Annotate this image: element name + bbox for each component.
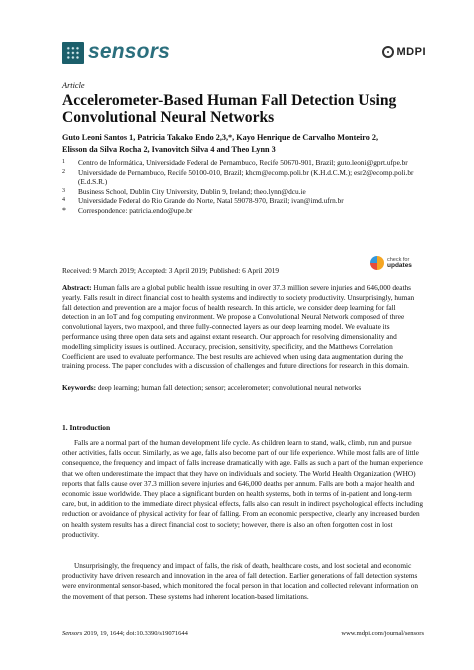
keywords-text: deep learning; human fall detection; sensor; accelerometer; convolutional neural networks (97, 383, 362, 392)
affiliation-1: 1 Centro de Informática, Universidade Federal de Pernambuco, Recife 50670-901, Brazil; guto.leoni@gprt.ufpe.br (62, 158, 408, 167)
correspondence: * Correspondence: patricia.endo@upe.br (62, 205, 193, 215)
paragraph-1: Falls are a normal part of the human development life cycle. As children learn to stand, walk, climb, run and pursue other activities, falls occur. Similarly, as we age, falls also become part of our life experience. While most falls are of little consequence, the frequency and impact of falls increase dramatically with age. Falls as such a part of the human experience that we often underestimate the impact that they have on individuals and society. The World Health Organization (WHO) reports that falls cause over 37.3 million severe injuries and 646,000 deaths per annum. Falls are both a major health and economic issue worldwide. They place a significant burden on health systems, both in terms of in-patient and long-term care, but, in addition to the immediate direct physical effects, falls also can result in indirect psychological effects including reduction or avoidance of physical activity for fear of falling. From an economic perspective, clearly any increased burden on health system results has a direct financial cost to society; however, there is also an often forgotten cost in lost productivity. (62, 438, 424, 539)
author-line-2: Elisson da Silva Rocha 2, Ivanovitch Silva 4 and Theo Lynn 3 (62, 144, 276, 154)
paper-title: Accelerometer-Based Human Fall Detection Using Convolutional Neural Networks (62, 92, 397, 126)
affiliation-4: 4 Universidade Federal do Rio Grande do Norte, Natal 59078-970, Brazil; ivan@imd.ufrn.br (62, 196, 344, 206)
publication-dates: Received: 9 March 2019; Accepted: 3 April 2019; Published: 6 April 2019 (62, 266, 280, 275)
abstract-text: Human falls are a global public health issue resulting in over 37.3 million severe injuries and 646,000 deaths yearly. Falls result in direct financial cost to health systems and indirectly to society productivity. Unsurprisingly, human fall detection and prevention are a major focus of health research. In this article, we consider deep learning for fall detection in an IoT and fog computing environment. We propose a Convolutional Neural Network composed of three convolutional layers, two maxpool, and three fully-connected layers as our deep learning model. We evaluate its performance using three open data sets and against extant research. Our approach for resolving dimensionality and modelling simplicity issues is outlined. Accuracy, precision, sensitivity, specificity, and the Matthews Correlation Coefficient are used to evaluate performance. The best results are achieved when using data augmentation during the training process. The paper concludes with a discussion of challenges and future directions for research in this domain. (62, 283, 415, 371)
affiliation-2: 2 Universidade de Pernambuco, Recife 50100-010, Brazil; khcm@ecomp.poli.br (K.H.d.C.M.); esr2@ecomp.poli.br (E.d.S.R.) (62, 167, 414, 187)
check-updates-icon (370, 256, 384, 270)
affiliation-3: 3 Business School, Dublin City University, Dublin 9, Ireland; theo.lynn@dcu.ie (62, 186, 306, 196)
section-heading: 1. Introduction (62, 423, 111, 432)
keywords (62, 383, 432, 393)
paragraph-2: Unsurprisingly, the frequency and impact of falls, the risk of death, healthcare costs, and lost societal and economic productivity have driven research and innovation in the area of fall detection. Earlier generations of fall detection systems were environmental sensor-based, which monitored the focal person in that location and collected relevant information on the movement of that person. These systems had inherent location-based limitations. (62, 561, 419, 601)
keywords-label: Keywords: (62, 383, 97, 392)
footer-url[interactable]: www.mdpi.com/journal/sensors (341, 630, 424, 637)
check-for-updates-badge[interactable]: check for updates (370, 256, 412, 270)
abstract (62, 283, 422, 371)
abstract-label: Abstract: (62, 283, 92, 292)
publisher-name: MDPI (396, 46, 426, 58)
article-type: Article (62, 81, 85, 90)
affiliations (62, 158, 432, 216)
footer-citation: Sensors 2019, 19, 1644; doi:10.3390/s19071644 (62, 630, 188, 637)
journal-logo-icon (62, 42, 84, 64)
mdpi-logo-icon (382, 46, 394, 58)
publisher-logo (382, 46, 427, 58)
journal-name: sensors (88, 40, 170, 63)
author-line-1: Guto Leoni Santos 1, Patricia Takako Endo 2,3,*, Kayo Henrique de Carvalho Monteiro 2, (62, 133, 379, 142)
author-list (62, 132, 432, 155)
